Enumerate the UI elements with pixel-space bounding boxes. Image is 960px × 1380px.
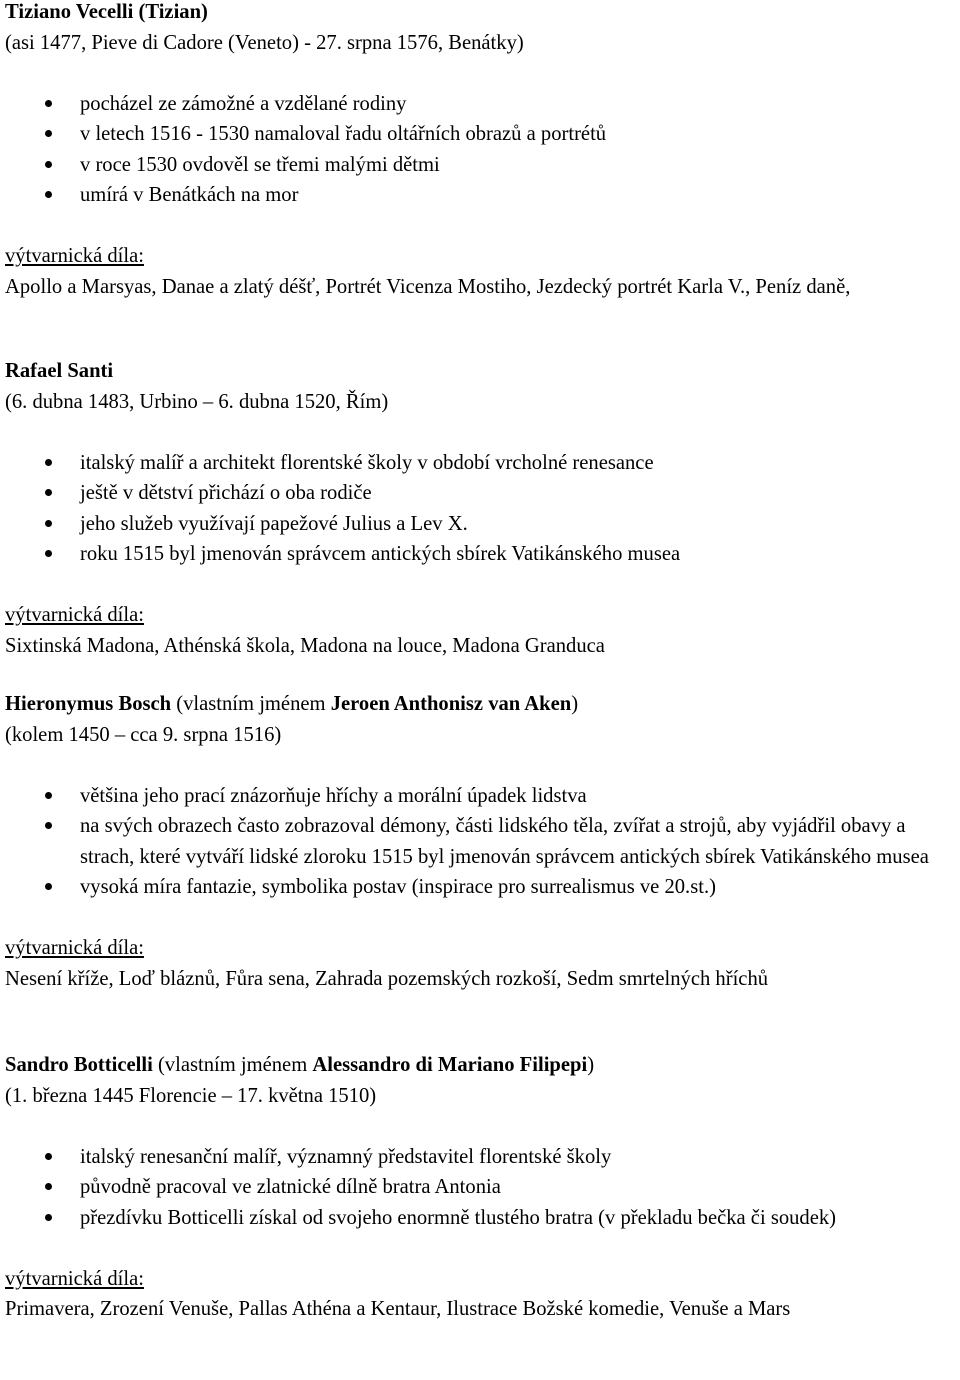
artist-name: Rafael Santi <box>5 360 114 382</box>
list-item: v letech 1516 - 1530 namaloval řadu oltářních obrazů a portrétů <box>5 119 957 150</box>
list-item: italský malíř a architekt florentské školy v období vrcholné renesance <box>5 448 957 479</box>
works-list: Sixtinská Madona, Athénská škola, Madona na louce, Madona Granduca <box>5 634 605 657</box>
artist-entry-rafael <box>5 356 957 661</box>
artist-name: Hieronymus Bosch <box>5 693 172 715</box>
artist-name-intro: (vlastním jménem <box>152 1054 313 1076</box>
works-label: výtvarnická díla: <box>5 604 144 626</box>
works-label: výtvarnická díla: <box>5 245 144 267</box>
artist-dates: (1. března 1445 Florencie – 17. května 1510) <box>5 1084 377 1107</box>
artist-entry-tizian <box>5 0 957 302</box>
list-item: na svých obrazech často zobrazoval démony, části lidského těla, zvířat a strojů, aby vyjádřil obavy a strach, které vytváří lidské zloroku 1515 byl jmenován správcem antických sbírek Vatikánského musea <box>5 811 957 872</box>
list-item: pocházel ze zámožné a vzdělané rodiny <box>5 89 957 120</box>
bullet-list <box>5 448 957 570</box>
artist-dates: (kolem 1450 – cca 9. srpna 1516) <box>5 723 282 746</box>
artist-dates: (6. dubna 1483, Urbino – 6. dubna 1520, Řím) <box>5 390 389 413</box>
list-item: většina jeho prací znázorňuje hříchy a morální úpadek lidstva <box>5 781 957 812</box>
works-label: výtvarnická díla: <box>5 937 144 959</box>
artist-name-line <box>5 689 957 720</box>
bullet-list <box>5 89 957 211</box>
bullet-list <box>5 1142 957 1234</box>
artist-name: Sandro Botticelli <box>5 1054 153 1076</box>
artist-entry-bosch <box>5 689 957 994</box>
list-item: v roce 1530 ovdověl se třemi malými dětmi <box>5 150 957 181</box>
list-item: italský renesanční malíř, významný představitel florentské školy <box>5 1142 957 1173</box>
artist-real-name: Alessandro di Mariano Filipepi <box>312 1054 588 1076</box>
list-item: původně pracoval ve zlatnické dílně bratra Antonia <box>5 1172 957 1203</box>
works-list: Primavera, Zrození Venuše, Pallas Athéna a Kentaur, Ilustrace Božské komedie, Venuše a Mars <box>5 1298 791 1320</box>
list-item: jeho služeb využívají papežové Julius a Lev X. <box>5 509 957 540</box>
artist-entry-botticelli <box>5 1050 957 1325</box>
artist-name-close: ) <box>587 1054 595 1076</box>
works-list: Apollo a Marsyas, Danae a zlatý déšť, Portrét Vicenza Mostiho, Jezdecký portrét Karla V., Peníz daně, <box>5 275 851 298</box>
artist-name-intro: (vlastním jménem <box>171 693 331 715</box>
list-item: vysoká míra fantazie, symbolika postav (inspirace pro surrealismus ve 20.st.) <box>5 872 957 903</box>
artist-name-close: ) <box>571 693 579 715</box>
list-item: umírá v Benátkách na mor <box>5 180 957 211</box>
works-label: výtvarnická díla: <box>5 1267 144 1290</box>
artist-name-line <box>5 1050 957 1081</box>
list-item: přezdívku Botticelli získal od svojeho enormně tlustého bratra (v překladu bečka či soudek) <box>5 1203 957 1234</box>
artist-real-name: Jeroen Anthonisz van Aken <box>330 693 572 715</box>
artist-name: Tiziano Vecelli (Tizian) <box>5 1 208 23</box>
list-item: ještě v dětství přichází o oba rodiče <box>5 478 957 509</box>
list-item: roku 1515 byl jmenován správcem antických sbírek Vatikánského musea <box>5 539 957 570</box>
works-list: Nesení kříže, Loď bláznů, Fůra sena, Zahrada pozemských rozkoší, Sedm smrtelných hříchů <box>5 967 769 990</box>
artist-dates: (asi 1477, Pieve di Cadore (Veneto) - 27. srpna 1576, Benátky) <box>5 31 524 54</box>
bullet-list <box>5 781 957 903</box>
